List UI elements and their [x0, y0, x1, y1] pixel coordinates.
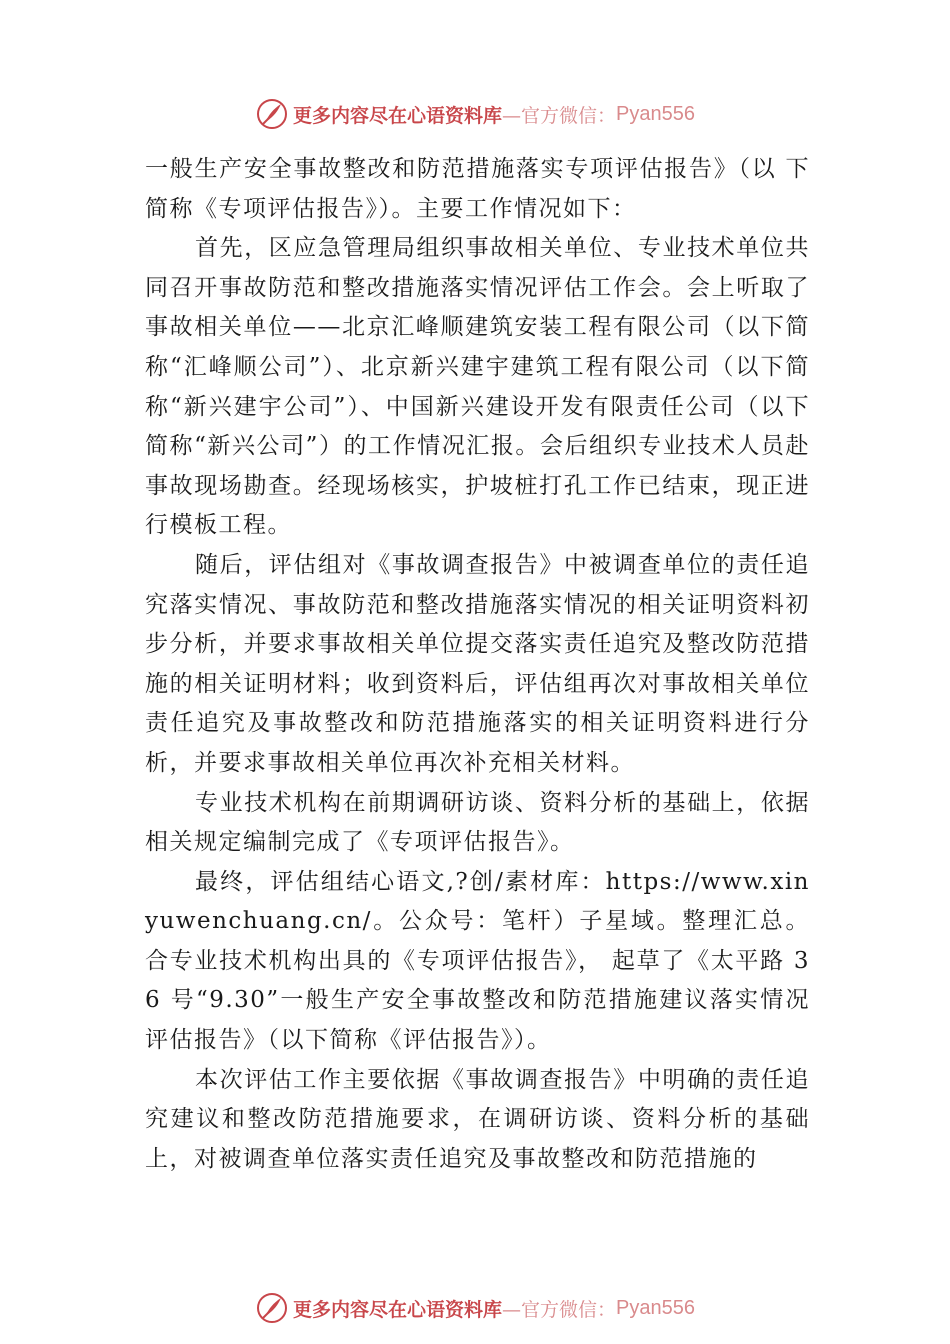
- paragraph-second-step: 随后，评估组对《事故调查报告》中被调查单位的责任追究落实情况、事故防范和整改措施落实情况的相关证明资料初步分析，并要求事故相关单位提交落实责任追究及整改防范措施的相关证明材料；收到资料后，评估组再次对事故相关单位责任追究及事故整改和防范措施落实的相关证明资料进行分析，并要求事故相关单位再次补充相关材料。: [145, 551, 810, 776]
- footer-brand-text: 更多内容尽在心语资料库: [293, 1298, 503, 1321]
- footer-wechat-handle: Pyan556: [616, 1296, 695, 1319]
- footer-contact-text: —官方微信：: [502, 1298, 617, 1321]
- paragraph-basis: 本次评估工作主要依据《事故调查报告》中明确的责任追究建议和整改防范措施要求，在调研访谈、资料分析的基础上，对被调查单位落实责任追究及事故整改和防范措施的: [145, 1066, 810, 1172]
- paragraph-continuation: 一般生产安全事故整改和防范措施落实专项评估报告》（以 下简称《专项评估报告》）。主要工作情况如下：: [145, 156, 810, 222]
- header-wechat-handle: Pyan556: [616, 102, 695, 125]
- feather-pen-logo-icon: [255, 1291, 289, 1325]
- header-brand-text: 更多内容尽在心语资料库: [293, 104, 503, 127]
- header-contact-text: —官方微信：: [502, 104, 617, 127]
- paragraph-report-compiled: 专业技术机构在前期调研访谈、资料分析的基础上，依据相关规定编制完成了《专项评估报告》。: [145, 789, 810, 856]
- header-watermark: [0, 94, 950, 134]
- document-body: [145, 150, 810, 1179]
- feather-pen-logo-icon: [255, 97, 289, 131]
- paragraph-final-step: 最终，评估组结心语文,?创/素材库：https://www.xinyuwenchuang.cn/。公众号：笔杆）子星域。整理汇总。合专业技术机构出具的《专项评估报告》， 起草了《太平路 36 号“9.30”一般生产安全事故整改和防范措施建议落实情况评估报告》（以下简称《评估报告》）。: [145, 868, 810, 1054]
- paragraph-first-step: 首先，区应急管理局组织事故相关单位、专业技术单位共同召开事故防范和整改措施落实情况评估工作会。会上听取了事故相关单位——北京汇峰顺建筑安装工程有限公司（以下简称“汇峰顺公司”）、北京新兴建宇建筑工程有限公司（以下简称“新兴建宇公司”）、中国新兴建设开发有限责任公司（以下简称“新兴公司”）的工作情况汇报。会后组织专业技术人员赴事故现场勘查。经现场核实，护坡桩打孔工作已结束，现正进行模板工程。: [145, 235, 810, 539]
- footer-watermark: [0, 1288, 950, 1328]
